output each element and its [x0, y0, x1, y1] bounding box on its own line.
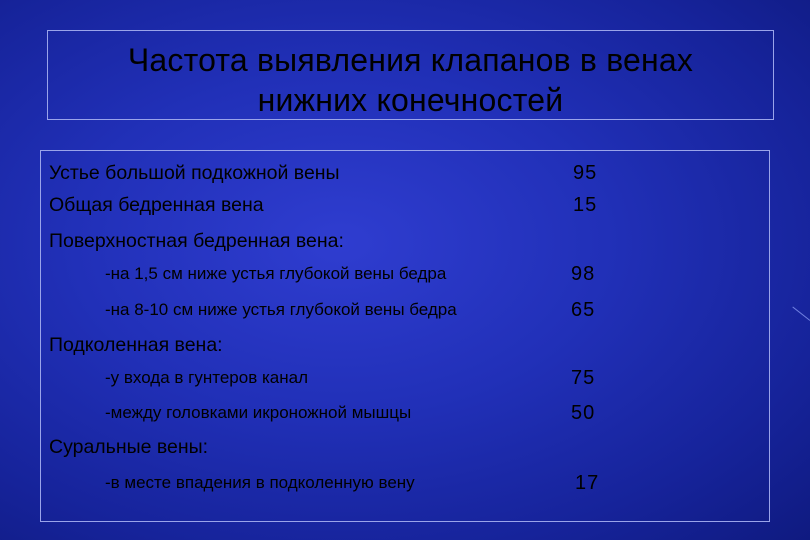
row-value: 15: [573, 194, 598, 216]
row-sural-heading: [41, 433, 769, 461]
row-value: 95: [573, 162, 598, 184]
row-label: Поверхностная бедренная вена:: [49, 230, 344, 252]
row-label: Суральные вены:: [49, 436, 209, 458]
row-sural-popliteal-junction: [41, 469, 769, 497]
title-line-2: нижних конечностей: [257, 82, 564, 118]
title-box: [47, 30, 774, 120]
slide-title: [48, 40, 773, 120]
row-value: 17: [575, 472, 600, 494]
row-label: -между головками икроножной мышцы: [105, 403, 412, 422]
title-line-1: Частота выявления клапанов в венах: [127, 42, 694, 78]
row-superficial-femoral-heading: [41, 227, 769, 255]
row-value: 65: [571, 299, 596, 321]
row-label: -на 1,5 см ниже устья глубокой вены бедра: [105, 264, 447, 283]
row-value: 50: [571, 402, 596, 424]
row-label: -на 8-10 см ниже устья глубокой вены бедра: [105, 300, 457, 319]
row-label: -у входа в гунтеров канал: [105, 368, 308, 387]
row-value: 98: [571, 263, 596, 285]
row-label: Устье большой подкожной вены: [49, 162, 340, 184]
decorative-line: [792, 307, 810, 321]
content-box: [40, 150, 770, 522]
row-superficial-femoral-8-10cm: [41, 296, 769, 324]
row-common-femoral: [41, 191, 769, 219]
row-popliteal-gastrocnemius: [41, 399, 769, 427]
row-label: -в месте впадения в подколенную вену: [105, 473, 415, 492]
row-value: 75: [571, 367, 596, 389]
row-superficial-femoral-1-5cm: [41, 260, 769, 288]
row-popliteal-hunter-canal: [41, 364, 769, 392]
row-label: Общая бедренная вена: [49, 194, 264, 216]
row-popliteal-heading: [41, 331, 769, 359]
row-label: Подколенная вена:: [49, 334, 223, 356]
row-great-saphenous-ostium: [41, 159, 769, 187]
